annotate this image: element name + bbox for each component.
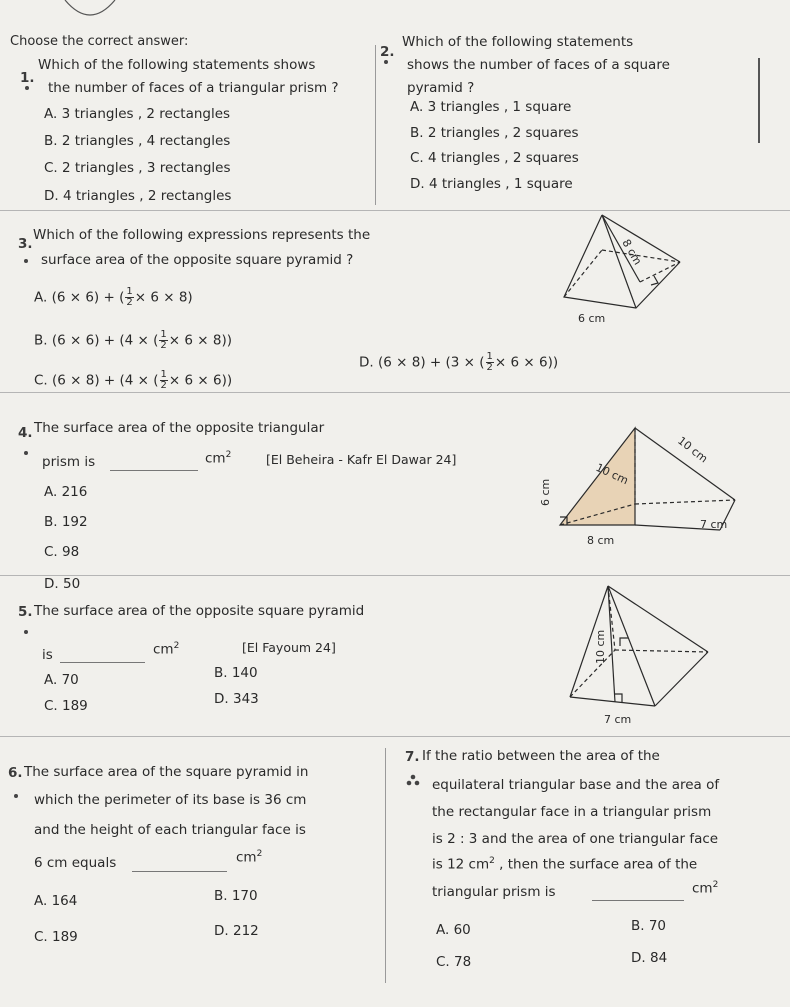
q1-number: 1. <box>20 70 35 86</box>
q7-option-d[interactable]: D. 84 <box>631 950 668 966</box>
q3-option-b-fraction: $\frac{1}{2}$ <box>160 329 167 351</box>
q3-option-a[interactable] <box>34 287 193 308</box>
q3-option-d-post: × 6 × 6)) <box>494 354 559 371</box>
q3-option-d-fraction: $\frac{1}{2}$ <box>486 351 493 373</box>
q1-option-d[interactable]: D. 4 triangles , 2 rectangles <box>44 188 232 204</box>
q3-pyramid-hidden-edge <box>640 262 680 282</box>
q2-number: 2. <box>380 44 395 60</box>
q4-number: 4. <box>18 425 33 441</box>
q6-text-line2: which the perimeter of its base is 36 cm <box>34 792 307 808</box>
q5-pyramid-edge <box>608 586 655 706</box>
q6-bullet <box>14 794 18 798</box>
q4-option-c[interactable]: C. 98 <box>44 544 80 560</box>
q3-option-d[interactable] <box>359 352 558 373</box>
q2-text-line1: Which of the following statements <box>402 34 634 50</box>
q6-text-line3: and the height of each triangular face is <box>34 822 306 838</box>
q3-slant-label: 8 cm <box>619 237 645 268</box>
q1-option-a[interactable]: A. 3 triangles , 2 rectangles <box>44 106 231 122</box>
section-divider-1 <box>0 210 790 211</box>
q7-text-line6: triangular prism is <box>432 884 556 900</box>
q2-option-a[interactable]: A. 3 triangles , 1 square <box>410 99 572 115</box>
q5-pyramid-hidden-edge <box>570 650 615 697</box>
q3-option-d-label: D. <box>359 354 374 371</box>
q4-height-label: 6 cm <box>539 478 552 506</box>
q4-option-a[interactable]: A. 216 <box>44 484 88 500</box>
q4-prism-hidden-edge <box>635 500 735 504</box>
q3-bullet <box>24 259 28 263</box>
q4-option-d[interactable]: D. 50 <box>44 576 81 592</box>
q2-text-line2: shows the number of faces of a square <box>407 57 670 73</box>
q5-option-c[interactable]: C. 189 <box>44 698 88 714</box>
q7-text-line1: If the ratio between the area of the <box>422 748 660 764</box>
q7-option-c[interactable]: C. 78 <box>436 954 472 970</box>
section-divider-4 <box>0 736 790 737</box>
q3-option-d-pre: (6 × 8) + (3 × ( <box>377 354 485 371</box>
q4-bullet <box>24 451 28 455</box>
q6-text-line1: The surface area of the square pyramid in <box>24 764 309 780</box>
q4-text-line2: prism is <box>42 454 96 470</box>
q5-text-line1: The surface area of the opposite square pyramid <box>34 603 365 619</box>
q2-option-c[interactable]: C. 4 triangles , 2 squares <box>410 150 579 166</box>
q5-pyramid-base-right <box>655 652 708 706</box>
q5-bullet <box>24 630 28 634</box>
q6-answer-blank[interactable] <box>132 857 227 872</box>
q3-right-angle-mark <box>651 276 658 285</box>
q3-pyramid-figure <box>540 212 700 330</box>
q5-pyramid-base-front <box>570 697 655 706</box>
q3-number: 3. <box>18 236 33 252</box>
q4-text-line1: The surface area of the opposite triangular <box>34 420 325 436</box>
section-divider-3 <box>0 575 790 576</box>
q3-option-a-label: A. <box>34 289 48 306</box>
q5-right-angle-mark <box>615 694 622 702</box>
section-divider-2 <box>0 392 790 393</box>
q7-answer-blank[interactable] <box>592 886 684 901</box>
q5-slant-label: 10 cm <box>594 629 607 664</box>
q4-answer-blank[interactable] <box>110 456 198 471</box>
q5-text-line2: is <box>42 647 53 663</box>
q4-prism-figure <box>535 420 755 550</box>
q6-text-line4: 6 cm equals <box>34 855 117 871</box>
q3-option-b-pre: (6 × 6) + (4 × ( <box>51 332 159 349</box>
q5-pyramid-edge <box>608 586 708 652</box>
q3-option-c-pre: (6 × 8) + (4 × ( <box>52 372 159 389</box>
column-divider-top <box>375 45 376 205</box>
q3-option-a-post: × 6 × 8) <box>134 289 193 306</box>
q2-text-line3: pyramid ? <box>407 80 475 96</box>
q1-text-line2: the number of faces of a triangular prism ? <box>48 80 339 96</box>
q5-right-angle-mark-top <box>620 638 628 646</box>
q7-text-line3: the rectangular face in a triangular prism <box>432 804 712 820</box>
q5-number: 5. <box>18 604 33 620</box>
q3-option-c-label: C. <box>34 372 48 389</box>
top-arc-decoration <box>60 0 120 18</box>
q2-option-d[interactable]: D. 4 triangles , 1 square <box>410 176 573 192</box>
q3-pyramid-front-edges <box>564 215 680 308</box>
q5-option-b[interactable]: B. 140 <box>214 665 258 681</box>
q4-option-b[interactable]: B. 192 <box>44 514 88 530</box>
q4-base-label: 8 cm <box>587 534 615 547</box>
q1-text-line1: Which of the following statements shows <box>38 57 316 73</box>
q3-option-b-post: × 6 × 8)) <box>168 332 232 349</box>
q7-cluster-icon <box>406 774 420 786</box>
q7-text-line2: equilateral triangular base and the area of <box>432 777 720 793</box>
page-edge-mark <box>758 58 760 143</box>
q5-option-d[interactable]: D. 343 <box>214 691 259 707</box>
q3-option-c-post: × 6 × 6)) <box>168 372 233 389</box>
q7-text-line5: is 12 $cm^2$ , then the surface area of the <box>432 856 698 873</box>
q7-text-line4: is 2 : 3 and the area of one triangular face <box>432 831 719 847</box>
q6-option-b[interactable]: B. 170 <box>214 888 258 904</box>
q4-unit: $cm^2$ <box>205 450 232 467</box>
q5-base-label: 7 cm <box>604 713 632 726</box>
q6-unit: $cm^2$ <box>236 849 263 866</box>
q3-option-c-fraction: $\frac{1}{2}$ <box>160 369 167 391</box>
q3-base-label: 6 cm <box>578 312 606 325</box>
column-divider-bottom <box>385 748 386 983</box>
q7-option-a[interactable]: A. 60 <box>436 922 471 938</box>
q6-number: 6. <box>8 765 23 781</box>
q1-option-c[interactable]: C. 2 triangles , 3 rectangles <box>44 160 231 176</box>
q7-unit: $cm^2$ <box>692 880 719 897</box>
q5-source: [El Fayoum 24] <box>242 640 336 655</box>
q1-bullet <box>25 86 29 90</box>
q4-source: [El Beheira - Kafr El Dawar 24] <box>266 452 457 467</box>
q7-number: 7. <box>405 749 420 765</box>
q5-option-a[interactable]: A. 70 <box>44 672 79 688</box>
q3-option-b-label: B. <box>34 332 48 349</box>
q3-option-a-pre: (6 × 6) + ( <box>51 289 125 306</box>
q6-option-d[interactable]: D. 212 <box>214 923 259 939</box>
q1-option-b[interactable]: B. 2 triangles , 4 rectangles <box>44 133 231 149</box>
q5-pyramid-figure <box>560 582 720 727</box>
q3-option-b[interactable] <box>34 330 232 351</box>
q3-text-line1: Which of the following expressions represents the <box>33 227 371 243</box>
q6-option-c[interactable]: C. 189 <box>34 929 78 945</box>
q7-option-b[interactable]: B. 70 <box>631 918 667 934</box>
q5-unit: $cm^2$ <box>153 641 180 658</box>
q4-top-edge-label: 10 cm <box>675 434 711 466</box>
q5-pyramid-hidden-edge <box>615 650 708 652</box>
q3-text-line2: surface area of the opposite square pyramid ? <box>41 252 354 268</box>
q2-bullet <box>384 60 388 64</box>
instruction-heading: Choose the correct answer: <box>10 34 189 49</box>
q5-answer-blank[interactable] <box>60 648 145 663</box>
q3-option-a-fraction: $\frac{1}{2}$ <box>126 286 133 308</box>
q6-option-a[interactable]: A. 164 <box>34 893 78 909</box>
q4-slant-label: 10 cm <box>593 460 631 488</box>
q4-length-label: 7 cm <box>700 518 728 531</box>
q2-option-b[interactable]: B. 2 triangles , 2 squares <box>410 125 579 141</box>
q3-option-c[interactable] <box>34 370 232 391</box>
